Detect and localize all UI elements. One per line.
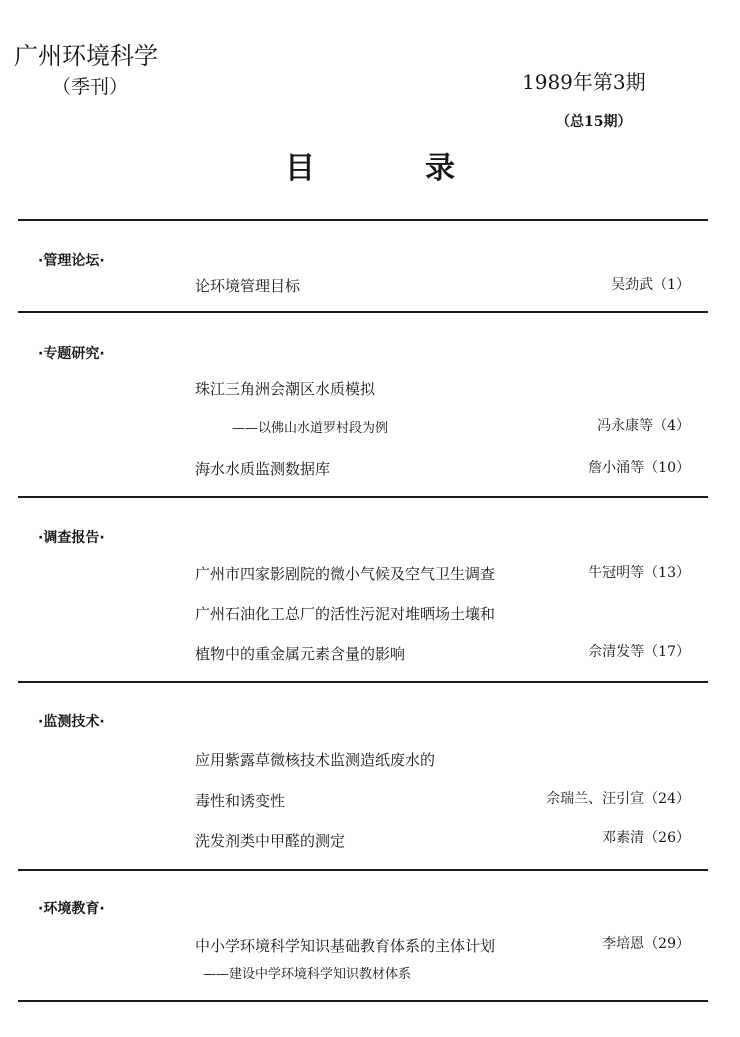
toc-entry-author: 詹小涌等（10） xyxy=(588,460,690,476)
toc-entry-subtitle: ——建设中学环境科学知识教材体系 xyxy=(203,967,412,982)
section-label-research: ·专题研究· xyxy=(38,346,105,362)
toc-entry-title[interactable]: 应用紫露草微核技术监测造纸废水的 xyxy=(195,751,436,769)
toc-entry-author: 佘清发等（17） xyxy=(588,644,690,660)
toc-title-right: 录 xyxy=(425,151,455,186)
journal-title: 广州环境科学 xyxy=(14,42,158,70)
toc-title-left: 目 xyxy=(285,151,315,186)
section-label-monitoring: ·监测技术· xyxy=(38,714,105,730)
divider xyxy=(18,496,708,498)
journal-subtitle: （季刊） xyxy=(52,76,129,98)
toc-entry-author: 牛冠明等（13） xyxy=(588,565,690,581)
divider xyxy=(18,219,708,221)
section-label-education: ·环境教育· xyxy=(38,901,105,917)
toc-title xyxy=(0,143,740,187)
toc-entry-title[interactable]: 珠江三角洲会潮区水质模拟 xyxy=(195,380,376,398)
toc-entry-author: 吴劲武（1） xyxy=(611,277,690,293)
issue-total: （总15期） xyxy=(556,114,632,130)
divider xyxy=(18,311,708,313)
toc-entry-title[interactable]: 海水水质监测数据库 xyxy=(195,460,331,478)
toc-entry-title-cont[interactable]: 毒性和诱变性 xyxy=(195,792,286,810)
toc-entry-title[interactable]: 论环境管理目标 xyxy=(195,277,301,295)
toc-entry-author: 李培恩（29） xyxy=(602,936,690,952)
divider xyxy=(18,1000,708,1002)
issue-number: 1989年第3期 xyxy=(522,70,646,94)
toc-entry-title[interactable]: 洗发剂类中甲醛的测定 xyxy=(195,832,346,850)
divider xyxy=(18,681,708,683)
toc-entry-title-cont[interactable]: 植物中的重金属元素含量的影响 xyxy=(195,645,406,663)
section-label-management: ·管理论坛· xyxy=(38,253,105,269)
toc-entry-author: 佘瑞兰、汪引宣（24） xyxy=(546,791,690,807)
toc-entry-title[interactable]: 中小学环境科学知识基础教育体系的主体计划 xyxy=(195,937,496,955)
toc-entry-subtitle: ——以佛山水道罗村段为例 xyxy=(232,421,389,436)
section-label-survey: ·调查报告· xyxy=(38,530,105,546)
divider xyxy=(18,869,708,871)
toc-entry-author: 邓素清（26） xyxy=(602,830,690,846)
toc-entry-title[interactable]: 广州市四家影剧院的微小气候及空气卫生调查 xyxy=(195,565,496,583)
toc-entry-author: 冯永康等（4） xyxy=(597,418,690,434)
toc-entry-title[interactable]: 广州石油化工总厂的活性污泥对堆晒场土壤和 xyxy=(195,605,496,623)
